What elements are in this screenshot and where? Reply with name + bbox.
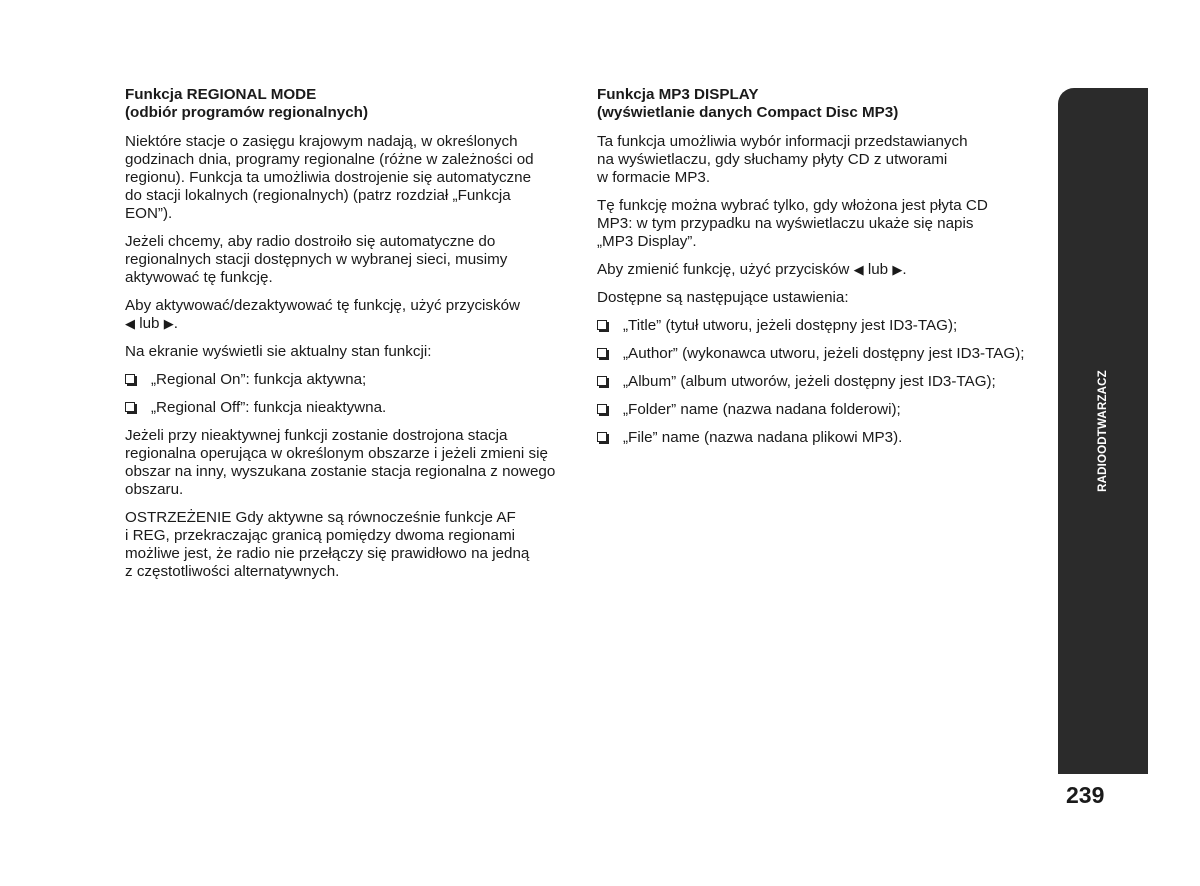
paragraph: Tę funkcję można wybrać tylko, gdy włożona jest płyta CD MP3: w tym przypadku na wyświetlaczu ukaże się napis „MP3 Display”. (597, 197, 988, 250)
list-item: „Title” (tytuł utworu, jeżeli dostępny jest ID3-TAG); (597, 317, 1037, 335)
list-item: „Album” (album utworów, jeżeli dostępny jest ID3-TAG); (597, 373, 1037, 391)
paragraph: Ta funkcja umożliwia wybór informacji przedstawianych na wyświetlaczu, gdy słuchamy płyty CD z utworami w formacie MP3. (597, 133, 968, 186)
right-arrow-icon: ▶ (892, 262, 903, 277)
checkbox-bullet-icon (125, 402, 135, 412)
list-item: „Author” (wykonawca utworu, jeżeli dostępny jest ID3-TAG); (597, 345, 1037, 363)
list-item: „Regional Off”: funkcja nieaktywna. (125, 399, 565, 417)
paragraph: Jeżeli przy nieaktywnej funkcji zostanie dostrojona stacja regionalna operująca w określonym obszarze i jeżeli zmieni się obszar na inny, wyszukana zostanie stacja regionalna z nowego obszaru. (125, 427, 556, 498)
checkbox-bullet-icon (597, 348, 607, 358)
page-number: 239 (1066, 782, 1105, 808)
warning-paragraph: OSTRZEŻENIE Gdy aktywne są równocześnie funkcje AF i REG, przekraczając granicą pomiędzy dwoma regionami możliwe jest, że radio nie przełączy się prawidłowo na jedną z częstotliwości alternatywnych. (125, 509, 530, 580)
regional-mode-heading: Funkcja REGIONAL MODE (odbiór programów regionalnych) (125, 86, 369, 121)
right-arrow-icon: ▶ (163, 316, 174, 331)
checkbox-bullet-icon (125, 374, 135, 384)
bullet-list (125, 371, 565, 417)
list-item: „File” name (nazwa nadana plikowi MP3). (597, 429, 1037, 447)
paragraph: Dostępne są następujące ustawienia: (597, 289, 849, 306)
paragraph: Aby zmienić funkcję, użyć przycisków ◀ lub ▶. (597, 261, 907, 278)
checkbox-bullet-icon (597, 320, 607, 330)
list-item: „Regional On”: funkcja aktywna; (125, 371, 565, 389)
bullet-list (597, 317, 1037, 447)
list-item: „Folder” name (nazwa nadana folderowi); (597, 401, 1037, 419)
checkbox-bullet-icon (597, 404, 607, 414)
section-tab (1058, 88, 1148, 774)
right-column (597, 86, 1037, 457)
paragraph: Jeżeli chcemy, aby radio dostroiło się automatyczne do regionalnych stacji dostępnych w wybranej sieci, musimy aktywować tę funkcję. (125, 233, 508, 286)
paragraph: Na ekranie wyświetli sie aktualny stan funkcji: (125, 343, 432, 360)
checkbox-bullet-icon (597, 432, 607, 442)
checkbox-bullet-icon (597, 376, 607, 386)
left-column (125, 86, 565, 591)
mp3-display-heading: Funkcja MP3 DISPLAY (wyświetlanie danych Compact Disc MP3) (597, 86, 899, 121)
left-arrow-icon: ◀ (853, 262, 864, 277)
left-arrow-icon: ◀ (125, 316, 135, 331)
paragraph: Aby aktywować/dezaktywować tę funkcję, użyć przycisków ◀ lub ▶. (125, 297, 521, 332)
paragraph: Niektóre stacje o zasięgu krajowym nadają, w określonych godzinach dnia, programy regionalne (różne w zależności od regionu). Funkcja ta umożliwia dostrojenie się automatyczne do stacji lokalnych (regionalnych) (patrz rozdział „Funkcja EON”). (125, 133, 534, 222)
section-tab-label: RADIOODTWARZACZ (1097, 370, 1109, 492)
